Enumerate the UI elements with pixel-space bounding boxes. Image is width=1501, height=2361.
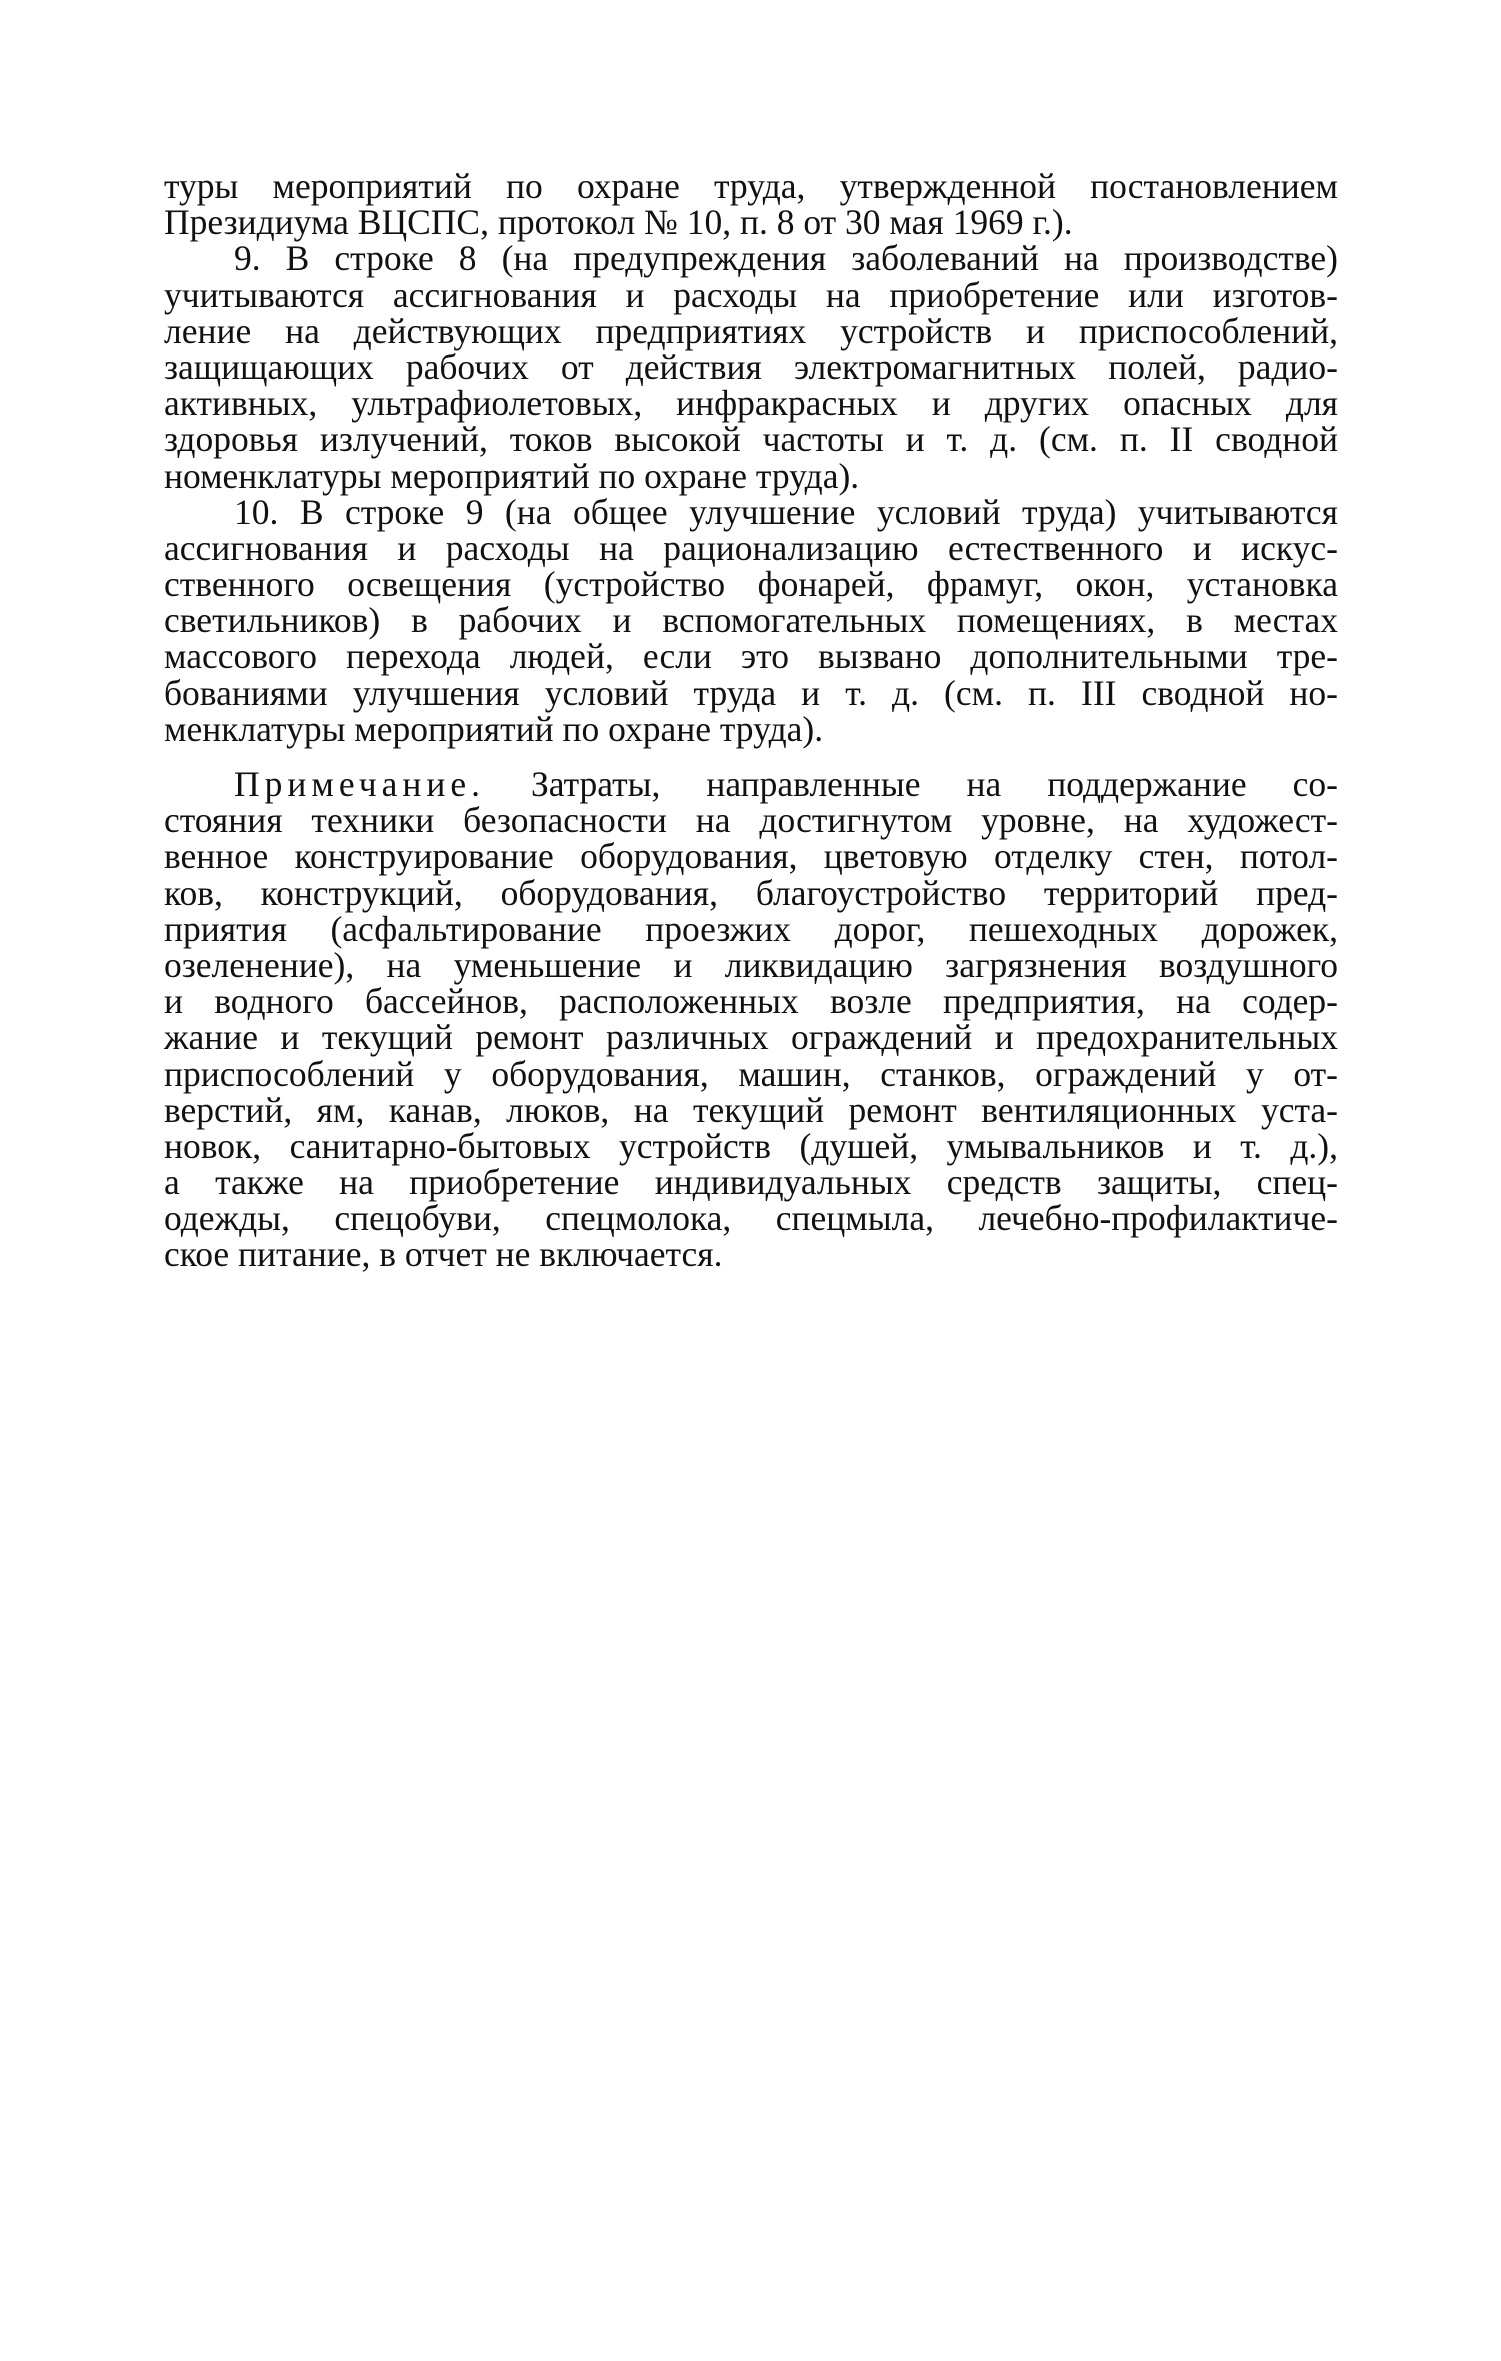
item-9-line-2: учитываются ассигнования и расходы на приобретение или изготов-	[164, 274, 1338, 315]
item-9-line-4: защищающих рабочих от действия электромагнитных полей, радио-	[164, 346, 1338, 387]
note-line-4: ков, конструкций, оборудования, благоустройство территорий пред-	[164, 872, 1338, 913]
item-10-line-5: массового перехода людей, если это вызвано дополнительными тре-	[164, 636, 1338, 677]
item-9-line-7: номенклатуры мероприятий по охране труда).	[164, 455, 860, 496]
note-line-8: жание и текущий ремонт различных ограждений и предохранительных	[164, 1017, 1338, 1058]
item-9-line-5: активных, ультрафиолетовых, инфракрасных и других опасных для	[164, 383, 1338, 424]
item-10-line-6: бованиями улучшения условий труда и т. д. (см. п. III сводной но-	[164, 672, 1338, 713]
continuation-line-2: Президиума ВЦСПС, протокол № 10, п. 8 от 30 мая 1969 г.).	[164, 202, 1073, 243]
note-line-2: стояния техники безопасности на достигнутом уровне, на художест-	[164, 800, 1338, 841]
item-10-line-3: ственного освещения (устройство фонарей, фрамуг, окон, установка	[164, 564, 1338, 605]
item-10-line-1: 10. В строке 9 (на общее улучшение условий труда) учитываются	[234, 491, 1338, 532]
continuation-line-1: туры мероприятий по охране труда, утвержденной постановлением	[164, 166, 1338, 206]
item-9-line-6: здоровья излучений, токов высокой частоты и т. д. (см. п. II сводной	[164, 419, 1338, 460]
note-block	[164, 766, 1338, 1273]
item-9-line-1: 9. В строке 8 (на предупреждения заболеваний на производстве)	[234, 238, 1338, 279]
note-line-13: одежды, спецобуви, спецмолока, спецмыла, лечебно-профилактиче-	[164, 1198, 1338, 1239]
note-line-11: новок, санитарно-бытовых устройств (душей, умывальников и т. д.),	[164, 1125, 1338, 1166]
note-line-3: венное конструирование оборудования, цветовую отделку стен, потол-	[164, 836, 1338, 877]
note-line-12: а также на приобретение индивидуальных средств защиты, спец-	[164, 1162, 1338, 1203]
note-line-7: и водного бассейнов, расположенных возле предприятия, на содер-	[164, 981, 1338, 1022]
note-first-line-text: Затраты, направленные на поддержание со-	[530, 764, 1338, 804]
main-text-block	[164, 168, 1338, 747]
note-line-1	[164, 766, 1338, 802]
item-10-line-7: менклатуры мероприятий по охране труда).	[164, 708, 824, 749]
note-line-6: озеленение), на уменьшение и ликвидацию загрязнения воздушного	[164, 944, 1338, 985]
item-10-line-4: светильников) в рабочих и вспомогательных помещениях, в местах	[164, 600, 1338, 641]
note-line-10: верстий, ям, канав, люков, на текущий ремонт вентиляционных уста-	[164, 1089, 1338, 1130]
item-10-line-2: ассигнования и расходы на рационализацию естественного и искус-	[164, 527, 1338, 568]
note-label: Примечание.	[234, 764, 485, 804]
note-line-14: ское питание, в отчет не включается.	[164, 1234, 723, 1275]
note-line-9: приспособлений у оборудования, машин, станков, ограждений у от-	[164, 1053, 1338, 1094]
note-line-5: приятия (асфальтирование проезжих дорог, пешеходных дорожек,	[164, 908, 1338, 949]
item-9-line-3: ление на действующих предприятиях устройств и приспособлений,	[164, 310, 1338, 351]
